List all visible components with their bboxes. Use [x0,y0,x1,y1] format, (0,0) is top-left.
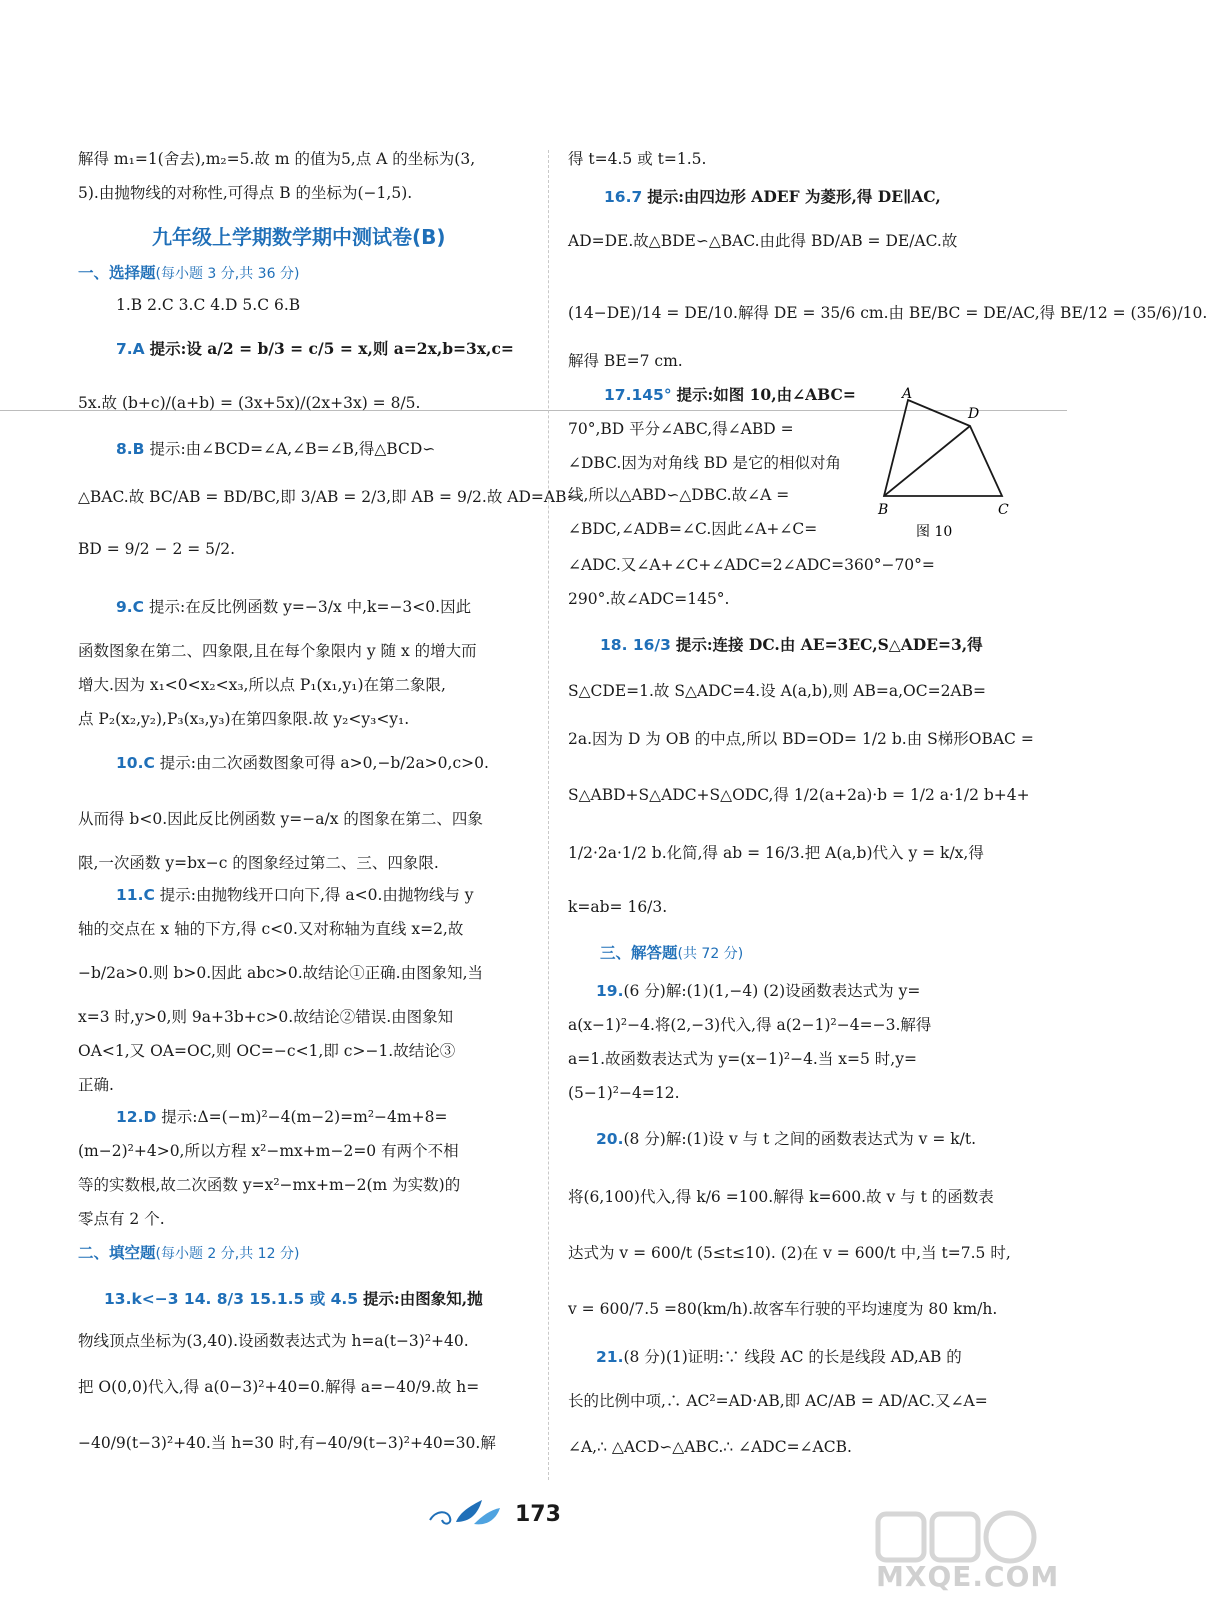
exam-title: 九年级上学期数学期中测试卷(B) [152,225,446,249]
section-heading [78,1242,299,1265]
text-line: AD=DE.故△BDE∽△BAC.由此得 BD/AB = DE/AC.故 [568,232,958,250]
text-line: 5).由抛物线的对称性,可得点 B 的坐标为(−1,5). [78,184,413,202]
text-line: x=3 时,y>0,则 9a+3b+c>0.故结论②错误.由图象知 [78,1008,454,1026]
text-line: −b/2a>0.则 b>0.因此 abc>0.故结论①正确.由图象知,当 [78,964,484,982]
question-numbers: 13.k<−3 14. 8/3 15.1.5 或 4.5 [104,1290,359,1308]
text-line: a(x−1)²−4.将(2,−3)代入,得 a(2−1)²−4=−3.解得 [568,1016,932,1034]
vertex-label-a: A [902,386,913,402]
question-number: 16.7 [604,188,643,206]
question-number: 17.145° [604,386,672,404]
text-line: 1/2·2a·1/2 b.化简,得 ab = 16/3.把 A(a,b)代入 y = k/x,得 [568,844,984,862]
text-line: △BAC.故 BC/AB = BD/BC,即 3/AB = 2/3,即 AB = 9/2.故 AD=AB− [78,488,580,506]
hint-text: 提示:由∠BCD=∠A,∠B=∠B,得△BCD∽ [149,440,436,458]
q10-line [116,752,489,774]
text-line: 限,一次函数 y=bx−c 的图象经过第二、三、四象限. [78,854,439,872]
text-line: OA<1,又 OA=OC,则 OC=−c<1,即 c>−1.故结论③ [78,1042,456,1060]
text-line: 290°.故∠ADC=145°. [568,590,730,608]
q8-line [116,438,435,460]
text-line: 将(6,100)代入,得 k/6 =100.解得 k=600.故 v 与 t 的函数表 [568,1188,994,1206]
q13-15-line [104,1288,483,1310]
vertex-label-d: D [968,406,980,422]
answer-text: (6 分)解:(1)(1,−4) (2)设函数表达式为 y= [623,982,921,1000]
text-line: 得 t=4.5 或 t=1.5. [568,150,707,168]
text-line: 解得 m₁=1(舍去),m₂=5.故 m 的值为5,点 A 的坐标为(3, [78,150,476,168]
hint-text: 提示:由图象知,抛 [363,1289,483,1308]
text-line: 等的实数根,故二次函数 y=x²−mx+m−2(m 为实数)的 [78,1176,461,1194]
text-line: 零点有 2 个. [78,1210,165,1228]
section-title: 二、填空题 [78,1244,156,1262]
question-number: 21. [596,1348,624,1366]
swirl-leaf-icon [426,1492,506,1532]
vertex-label-b: B [878,502,889,518]
text-line: 长的比例中项,∴ AC²=AD·AB,即 AC/AB = AD/AC.又∠A= [568,1392,988,1410]
answer-text: (8 分)解:(1)设 v 与 t 之间的函数表达式为 v = k/t. [623,1130,977,1148]
hint-text: 提示:Δ=(−m)²−4(m−2)=m²−4m+8= [161,1108,448,1126]
page-number: 173 [515,1502,561,1527]
q19-line [596,980,920,1002]
q7-line [116,338,514,360]
text-line: (5−1)²−4=12. [568,1084,680,1102]
text-line: 轴的交点在 x 轴的下方,得 c<0.又对称轴为直线 x=2,故 [78,920,464,938]
section-title: 三、解答题 [600,944,678,962]
text-line: 把 O(0,0)代入,得 a(0−3)²+40=0.解得 a=−40/9.故 h= [78,1378,480,1396]
question-number: 11.C [116,886,155,904]
section-heading [600,942,743,965]
question-number: 9.C [116,598,145,616]
choice-answers: 1.B 2.C 3.C 4.D 5.C 6.B [116,296,301,314]
text-line: S△ABD+S△ADC+S△ODC,得 1/2(a+2a)·b = 1/2 a·1/2 b+4+ [568,786,1030,804]
section-heading [78,262,299,285]
text-line: S△CDE=1.故 S△ADC=4.设 A(a,b),则 AB=a,OC=2AB= [568,682,987,700]
text-line: 5x.故 (b+c)/(a+b) = (3x+5x)/(2x+3x) = 8/5. [78,394,421,412]
text-line: 点 P₂(x₂,y₂),P₃(x₃,y₃)在第四象限.故 y₂<y₃<y₁. [78,710,410,728]
question-number: 18. 16/3 [600,636,671,654]
text-line: 达式为 v = 600/t (5≤t≤10). (2)在 v = 600/t 中,当 t=7.5 时, [568,1244,1011,1262]
text-line: 解得 BE=7 cm. [568,352,683,370]
text-line: 正确. [78,1076,114,1094]
text-line: 70°,BD 平分∠ABC,得∠ABD = [568,420,794,438]
text-line: ∠DBC.因为对角线 BD 是它的相似对角 [568,454,841,472]
figure-caption: 图 10 [916,524,953,540]
text-line: 函数图象在第二、四象限,且在每个象限内 y 随 x 的增大而 [78,642,477,660]
q20-line [596,1128,976,1150]
text-line: ∠A,∴ △ACD∽△ABC.∴ ∠ADC=∠ACB. [568,1438,852,1456]
q12-line [116,1106,447,1128]
q18-line [600,634,983,656]
text-line: (14−DE)/14 = DE/10.解得 DE = 35/6 cm.由 BE/BC = DE/AC,得 BE/12 = (35/6)/10. [568,304,1207,322]
answer-text: (8 分)(1)证明:∵ 线段 AC 的长是线段 AD,AB 的 [623,1348,962,1366]
hint-text: 提示:由二次函数图象可得 a>0,−b/2a>0,c>0. [159,754,489,772]
text-line: 物线顶点坐标为(3,40).设函数表达式为 h=a(t−3)²+40. [78,1332,469,1350]
text-line: (m−2)²+4>0,所以方程 x²−mx+m−2=0 有两个不相 [78,1142,459,1160]
hint-text: 提示:设 a/2 = b/3 = c/5 = x,则 a=2x,b=3x,c= [149,339,514,358]
text-line: −40/9(t−3)²+40.当 h=30 时,有−40/9(t−3)²+40=30.解 [78,1434,496,1452]
text-line: 从而得 b<0.因此反比例函数 y=−a/x 的图象在第二、四象 [78,810,483,828]
hint-text: 提示:由抛物线开口向下,得 a<0.由抛物线与 y [159,886,474,904]
text-line: 2a.因为 D 为 OB 的中点,所以 BD=OD= 1/2 b.由 S梯形OBAC = [568,730,1034,748]
section-note: (每小题 2 分,共 12 分) [155,1246,300,1262]
question-number: 10.C [116,754,155,772]
figure-10-quadrilateral [878,384,1018,544]
section-title: 一、选择题 [78,264,156,282]
section-note: (每小题 3 分,共 36 分) [155,266,300,282]
hint-text: 提示:在反比例函数 y=−3/x 中,k=−3<0.因此 [149,598,472,616]
q11-line [116,884,474,906]
text-line: BD = 9/2 − 2 = 5/2. [78,540,236,558]
text-line: 增大.因为 x₁<0<x₂<x₃,所以点 P₁(x₁,y₁)在第二象限, [78,676,446,694]
text-line: 线,所以△ABD∽△DBC.故∠A = [568,486,790,504]
column-divider [548,150,549,1480]
question-number: 8.B [116,440,145,458]
section-note: (共 72 分) [677,946,744,962]
text-line: k=ab= 16/3. [568,898,668,916]
text-line: ∠ADC.又∠A+∠C+∠ADC=2∠ADC=360°−70°= [568,556,935,574]
watermark-text: MXQE.COM [876,1560,1060,1593]
hint-text: 提示:连接 DC.由 AE=3EC,S△ADE=3,得 [675,635,983,654]
hint-text: 提示:由四边形 ADEF 为菱形,得 DE∥AC, [647,187,941,206]
question-number: 20. [596,1130,624,1148]
hint-text: 提示:如图 10,由∠ABC= [676,385,856,404]
text-line: ∠BDC,∠ADB=∠C.因此∠A+∠C= [568,520,818,538]
question-number: 12.D [116,1108,157,1126]
question-number: 19. [596,982,624,1000]
q17-line [604,384,856,406]
vertex-label-c: C [998,502,1009,518]
text-line: v = 600/7.5 =80(km/h).故客车行驶的平均速度为 80 km/h. [568,1300,998,1318]
q21-line [596,1346,962,1368]
diagonal-bd [884,426,970,496]
q9-line [116,596,471,618]
text-line: a=1.故函数表达式为 y=(x−1)²−4.当 x=5 时,y= [568,1050,917,1068]
question-number: 7.A [116,340,145,358]
q16-line [604,186,941,208]
